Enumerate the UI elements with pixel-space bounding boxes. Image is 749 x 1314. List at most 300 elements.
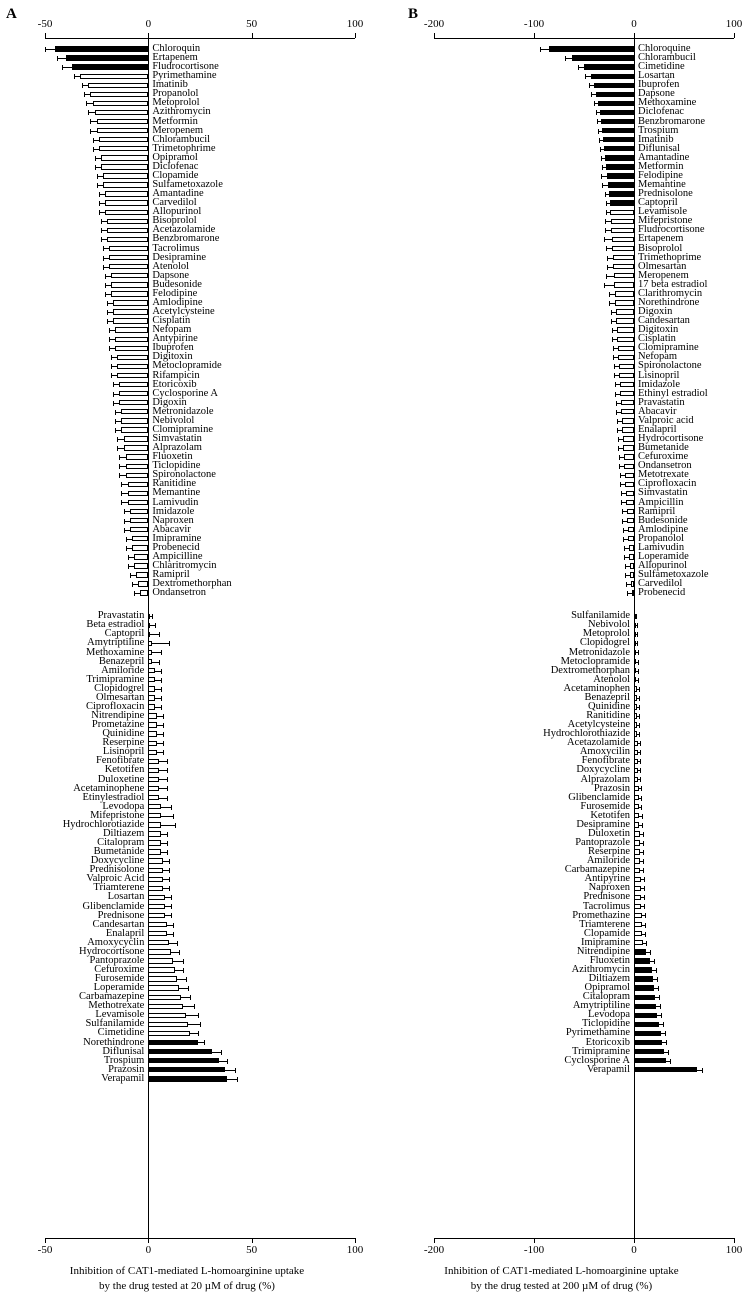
error-bar-cap: [641, 786, 642, 791]
error-bar-cap: [616, 410, 617, 415]
axis-tick-label: 50: [246, 18, 258, 30]
error-bar-cap: [614, 364, 615, 369]
chart-bar: [148, 1067, 224, 1072]
error-bar-cap: [167, 796, 168, 801]
error-bar-cap: [642, 823, 643, 828]
bar-category-label: Dapsone: [638, 88, 675, 100]
chart-bar: [119, 391, 148, 396]
bar-category-label: Benzbromarone: [638, 115, 706, 127]
chart-bar-row: [374, 462, 749, 471]
bar-category-label: Reserpine: [588, 846, 630, 858]
bar-category-label: Ibuprofen: [152, 342, 194, 354]
error-bar-cap: [90, 119, 91, 124]
error-bar-cap: [644, 904, 645, 909]
error-bar-cap: [167, 768, 168, 773]
bar-category-label: Felodipine: [638, 169, 683, 181]
axis-tick-label: -100: [523, 18, 545, 30]
error-bar-cap: [702, 1068, 703, 1073]
bar-category-label: Carvedilol: [638, 578, 683, 590]
error-bar-cap: [115, 419, 116, 424]
chart-bar: [621, 409, 634, 414]
error-bar-cap: [175, 823, 176, 828]
chart-bar-row: [0, 773, 374, 785]
error-bar-cap: [624, 546, 625, 551]
bar-category-label: Antypirine: [152, 333, 198, 345]
bar-category-label: Ranitidine: [152, 478, 197, 490]
bar-category-label: Valproic acid: [638, 414, 694, 426]
chart-bar: [634, 985, 654, 990]
chart-bar-row: [0, 884, 374, 893]
bar-category-label: Simvastatin: [152, 433, 202, 444]
error-bar-cap: [132, 582, 133, 587]
bar-category-label: Olmesartan: [638, 260, 687, 272]
error-bar-cap: [167, 841, 168, 846]
error-bar-cap: [179, 950, 180, 955]
chart-bar-row: [0, 1054, 374, 1066]
error-bar-cap: [615, 392, 616, 397]
bar-category-label: Citalopram: [582, 991, 630, 1003]
chart-bar: [596, 92, 634, 97]
error-bar-cap: [637, 632, 638, 637]
chart-bar: [616, 318, 634, 323]
chart-bar-row: [374, 251, 749, 263]
bar-category-label: Cyclosporine A: [564, 1054, 630, 1066]
bar-category-label: Pravastatin: [638, 396, 685, 408]
chart-bar: [107, 219, 148, 224]
error-bar-cap: [657, 977, 658, 982]
error-bar-cap: [113, 401, 114, 406]
axis-line: [434, 38, 734, 39]
chart-bar: [634, 1067, 697, 1072]
bar-category-label: Clopidogrel: [94, 682, 145, 694]
chart-bar-row: [374, 757, 749, 766]
chart-bar-row: [0, 782, 374, 794]
chart-bar: [584, 64, 634, 69]
panel-b: [374, 0, 749, 1314]
error-bar: [604, 239, 612, 240]
chart-bar: [105, 191, 148, 196]
bar-category-label: Doxycycline: [90, 855, 145, 867]
bar-category-label: Digoxin: [152, 396, 187, 408]
error-bar-cap: [117, 437, 118, 442]
chart-bar-row: [374, 489, 749, 498]
bar-category-label: Bisoprolol: [152, 215, 197, 227]
error-bar-cap: [171, 913, 172, 918]
axis-line: [45, 1238, 355, 1239]
error-bar-cap: [643, 868, 644, 873]
chart-bar-row: [374, 115, 749, 127]
chart-bar-row: [374, 1002, 749, 1011]
bar-category-label: Budesonide: [638, 514, 688, 526]
error-bar-cap: [613, 346, 614, 351]
chart-bar-row: [0, 646, 374, 658]
axis-tick: [45, 33, 46, 38]
bar-category-label: Ketotifen: [104, 764, 145, 776]
bar-category-label: Trospium: [103, 1054, 145, 1066]
bar-category-label: Diltiazem: [102, 827, 145, 839]
chart-bar: [634, 1049, 664, 1054]
bar-category-label: Cisplatin: [152, 315, 191, 327]
chart-bar-row: [0, 589, 374, 598]
chart-bar-row: [0, 966, 374, 975]
bar-category-label: Chloroquine: [638, 43, 691, 54]
bar-category-label: Hydrocortisone: [638, 433, 704, 444]
chart-bar: [603, 137, 634, 142]
chart-bar-row: [0, 993, 374, 1002]
bar-category-label: Ethinyl estradiol: [638, 387, 708, 399]
error-bar-cap: [613, 355, 614, 360]
chart-bar: [609, 191, 634, 196]
chart-bar-row: [374, 918, 749, 930]
chart-bar-row: [0, 1020, 374, 1029]
bar-category-label: Prazosin: [593, 782, 630, 794]
error-bar-cap: [645, 913, 646, 918]
bar-category-label: Acetazolamide: [152, 224, 216, 236]
error-bar-cap: [109, 346, 110, 351]
chart-bar: [132, 545, 149, 550]
bar-category-label: Methoxamine: [638, 97, 697, 109]
error-bar-cap: [636, 614, 637, 619]
bar-category-label: Clomipramine: [638, 342, 699, 354]
chart-bar-row: [0, 857, 374, 866]
chart-bar: [105, 210, 148, 215]
error-bar-cap: [124, 509, 125, 514]
error-bar-cap: [660, 1004, 661, 1009]
error-bar-cap: [119, 464, 120, 469]
chart-bar: [612, 246, 634, 251]
error-bar-cap: [638, 650, 639, 655]
error-bar-cap: [103, 256, 104, 261]
chart-bar-row: [374, 730, 749, 739]
bar-category-label: Prednisolone: [89, 864, 145, 876]
chart-bar: [148, 949, 171, 954]
chart-bar-row: [374, 505, 749, 517]
error-bar-cap: [119, 455, 120, 460]
error-bar-cap: [103, 246, 104, 251]
panel-a-bottom-axis: [0, 1238, 374, 1260]
chart-bar-row: [374, 226, 749, 235]
bar-category-label: Levamisole: [638, 206, 687, 218]
chart-bar-row: [374, 589, 749, 598]
error-bar: [540, 49, 549, 50]
chart-bar: [601, 119, 634, 124]
error-bar-cap: [612, 328, 613, 333]
error-bar: [152, 652, 160, 653]
chart-bar: [90, 92, 148, 97]
chart-bar: [634, 931, 642, 936]
chart-bar-row: [374, 809, 749, 821]
chart-bar: [634, 958, 650, 963]
chart-bar-row: [0, 673, 374, 685]
error-bar-cap: [134, 591, 135, 596]
chart-bar-row: [0, 936, 374, 948]
chart-bar: [148, 840, 160, 845]
panel-b-top-axis: [374, 18, 749, 44]
error-bar-cap: [109, 328, 110, 333]
chart-bar: [148, 713, 156, 718]
chart-bar-row: [374, 208, 749, 217]
bar-category-label: Ondansetron: [152, 587, 206, 599]
error-bar: [150, 634, 158, 635]
chart-bar: [124, 445, 149, 450]
chart-bar-row: [0, 809, 374, 821]
error-bar-cap: [84, 92, 85, 97]
chart-bar: [126, 454, 149, 459]
bar-category-label: Prazosin: [108, 1063, 145, 1075]
bar-category-label: Prednisolone: [638, 188, 693, 200]
chart-bar-row: [374, 900, 749, 912]
bar-category-label: Digitoxin: [152, 351, 193, 363]
chart-bar: [113, 318, 148, 323]
error-bar-cap: [128, 564, 129, 569]
bar-category-label: Verapamil: [586, 1063, 630, 1075]
bar-category-label: Carvedilol: [152, 197, 197, 209]
error-bar-cap: [618, 446, 619, 451]
error-bar-cap: [639, 723, 640, 728]
chart-bar: [148, 822, 160, 827]
error-bar-cap: [101, 219, 102, 224]
chart-bar: [148, 995, 181, 1000]
error-bar-cap: [565, 56, 566, 61]
chart-bar-row: [0, 664, 374, 676]
chart-bar: [103, 182, 148, 187]
error-bar-cap: [45, 47, 46, 52]
error-bar-cap: [161, 669, 162, 674]
axis-tick-label: 100: [346, 1244, 364, 1256]
bar-category-label: Amoxycilin: [579, 746, 630, 758]
chart-bar-row: [0, 639, 374, 648]
bar-category-label: Cefuroxime: [638, 451, 689, 463]
chart-bar: [610, 210, 634, 215]
chart-bar: [634, 1004, 656, 1009]
error-bar-cap: [173, 814, 174, 819]
error-bar-cap: [109, 337, 110, 342]
chart-bar: [634, 940, 643, 945]
error-bar: [186, 1015, 198, 1016]
chart-bar: [634, 913, 642, 918]
bar-category-label: Doxycycline: [576, 764, 630, 776]
bar-category-label: Nefopam: [638, 351, 678, 363]
error-bar-cap: [668, 1050, 669, 1055]
bar-category-label: Rifampicin: [152, 369, 200, 381]
error-bar: [175, 970, 183, 971]
error-bar-cap: [606, 274, 607, 279]
error-bar-cap: [638, 669, 639, 674]
error-bar: [161, 816, 173, 817]
error-bar: [183, 1006, 193, 1007]
error-bar-cap: [621, 491, 622, 496]
bar-category-label: Furosemide: [94, 973, 145, 985]
bar-category-label: Prometazine: [91, 719, 145, 731]
error-bar-cap: [640, 759, 641, 764]
chart-bar-row: [374, 782, 749, 794]
chart-bar-row: [374, 133, 749, 145]
error-bar-cap: [117, 446, 118, 451]
chart-bar: [101, 155, 149, 160]
error-bar-cap: [167, 759, 168, 764]
error-bar-cap: [641, 805, 642, 810]
chart-bar: [148, 913, 165, 918]
bar-category-label: Azithromycin: [152, 106, 211, 118]
error-bar: [161, 825, 175, 826]
bar-category-label: Felodipine: [152, 287, 198, 299]
bar-category-label: Pravastatin: [97, 610, 145, 622]
bar-category-label: Fenofibrate: [581, 755, 630, 767]
bar-category-label: Olmesartan: [95, 691, 145, 703]
chart-bar: [121, 418, 148, 423]
bar-category-label: Ciprofloxacin: [638, 478, 697, 490]
error-bar: [227, 1079, 237, 1080]
chart-bar-row: [0, 1072, 374, 1084]
axis-tick: [45, 1238, 46, 1243]
bar-category-label: Benzbromarone: [152, 233, 220, 245]
chart-bar: [148, 967, 175, 972]
error-bar-cap: [601, 156, 602, 161]
error-bar-cap: [198, 1031, 199, 1036]
error-bar-cap: [121, 491, 122, 496]
chart-bar-row: [0, 791, 374, 803]
error-bar-cap: [183, 959, 184, 964]
error-bar-cap: [614, 373, 615, 378]
chart-bar-row: [0, 1045, 374, 1057]
error-bar-cap: [237, 1077, 238, 1082]
axis-tick: [734, 1238, 735, 1243]
bar-category-label: Pyrimethamine: [152, 70, 217, 82]
error-bar-cap: [591, 92, 592, 97]
panel-b-xaxis-title-line1: Inhibition of CAT1-mediated L-homoarginine uptake: [444, 1265, 679, 1277]
chart-bar: [55, 46, 148, 51]
error-bar: [159, 788, 167, 789]
axis-tick: [534, 33, 535, 38]
bar-category-label: Ciprofloxacin: [86, 700, 145, 712]
bar-category-label: Ertapenem: [638, 233, 684, 245]
axis-line: [45, 38, 355, 39]
chart-bar-row: [0, 954, 374, 966]
error-bar-cap: [637, 623, 638, 628]
axis-tick: [734, 33, 735, 38]
chart-bar: [134, 563, 148, 568]
error-bar-cap: [597, 119, 598, 124]
chart-bar: [618, 346, 634, 351]
error-bar-cap: [107, 310, 108, 315]
axis-tick-label: 0: [145, 1244, 152, 1256]
chart-bar: [634, 877, 641, 882]
bar-category-label: Trimethoprime: [638, 251, 702, 263]
chart-bar: [611, 228, 634, 233]
chart-bar: [608, 182, 634, 187]
chart-bar-row: [0, 875, 374, 884]
axis-tick-label: -50: [37, 1244, 53, 1256]
bar-category-label: Duloxetine: [97, 773, 145, 785]
chart-bar-row: [0, 387, 374, 399]
error-bar-cap: [640, 750, 641, 755]
bar-category-label: Lisinopril: [102, 746, 145, 758]
error-bar-cap: [107, 301, 108, 306]
chart-bar: [614, 282, 634, 287]
chart-bar: [88, 83, 148, 88]
axis-tick-label: 0: [145, 18, 152, 30]
error-bar-cap: [605, 192, 606, 197]
bar-category-label: Ranitidine: [586, 710, 630, 722]
bar-category-label: Ketotifen: [590, 809, 630, 821]
error-bar-cap: [163, 750, 164, 755]
chart-bar-row: [374, 369, 749, 381]
chart-bar: [634, 1040, 662, 1045]
error-bar: [212, 1052, 220, 1053]
error-bar: [565, 58, 572, 59]
chart-bar: [148, 1076, 227, 1081]
chart-bar-row: [374, 444, 749, 453]
bar-category-label: Fenofibrate: [95, 755, 145, 767]
bar-category-label: Diclofenac: [638, 106, 685, 118]
bar-category-label: Simvastatin: [638, 487, 688, 499]
chart-bar-row: [374, 541, 749, 553]
error-bar-cap: [654, 959, 655, 964]
chart-bar: [148, 1022, 187, 1027]
error-bar-cap: [656, 968, 657, 973]
bar-category-label: Metronidazole: [152, 405, 214, 417]
bar-category-label: Cefuroxime: [94, 964, 145, 975]
axis-tick-label: 100: [346, 18, 364, 30]
bar-category-label: Naproxen: [152, 514, 194, 526]
chart-bar: [610, 200, 634, 205]
error-bar-cap: [152, 614, 153, 619]
chart-bar-row: [0, 1002, 374, 1011]
bar-category-label: Alprazolam: [152, 442, 202, 454]
bar-category-label: Clopamide: [583, 927, 630, 939]
error-bar-cap: [155, 623, 156, 628]
chart-bar-row: [374, 532, 749, 544]
chart-bar: [634, 949, 646, 954]
chart-bar-row: [374, 691, 749, 703]
bar-category-label: Spironolactone: [638, 360, 702, 372]
chart-bar: [117, 373, 148, 378]
error-bar-cap: [90, 129, 91, 134]
chart-bar: [606, 164, 634, 169]
bar-category-label: Cimetidine: [97, 1027, 145, 1039]
bar-category-label: Amiloride: [586, 855, 630, 867]
error-bar-cap: [643, 832, 644, 837]
chart-bar: [627, 509, 634, 514]
chart-bar-row: [0, 1063, 374, 1075]
bar-category-label: Amytriptiline: [572, 1000, 630, 1012]
error-bar-cap: [605, 228, 606, 233]
axis-tick-label: 0: [631, 1244, 637, 1256]
bar-category-label: Meropenem: [152, 124, 204, 136]
bar-category-label: Ertapenem: [152, 52, 198, 64]
chart-bar-row: [374, 1029, 749, 1038]
bar-category-label: Trimetophrime: [152, 142, 216, 154]
chart-bar-row: [374, 1020, 749, 1029]
bar-category-label: Metoprolol: [152, 97, 200, 109]
chart-bar: [97, 128, 149, 133]
bar-category-label: Fluoxetin: [589, 954, 630, 966]
error-bar-cap: [639, 696, 640, 701]
chart-bar: [115, 346, 148, 351]
error-bar-cap: [167, 850, 168, 855]
chart-bar: [634, 967, 652, 972]
chart-bar-row: [374, 739, 749, 748]
bar-category-label: Acetaminophene: [73, 782, 145, 794]
bar-category-label: Norethindrone: [83, 1036, 145, 1048]
bar-category-label: Metoclopramide: [152, 360, 222, 372]
bar-category-label: Amlodipine: [152, 296, 203, 308]
bar-category-label: Loperamide: [638, 550, 689, 562]
error-bar-cap: [126, 537, 127, 542]
chart-bar-row: [0, 712, 374, 721]
bar-category-label: Losartan: [107, 891, 145, 903]
error-bar-cap: [115, 428, 116, 433]
